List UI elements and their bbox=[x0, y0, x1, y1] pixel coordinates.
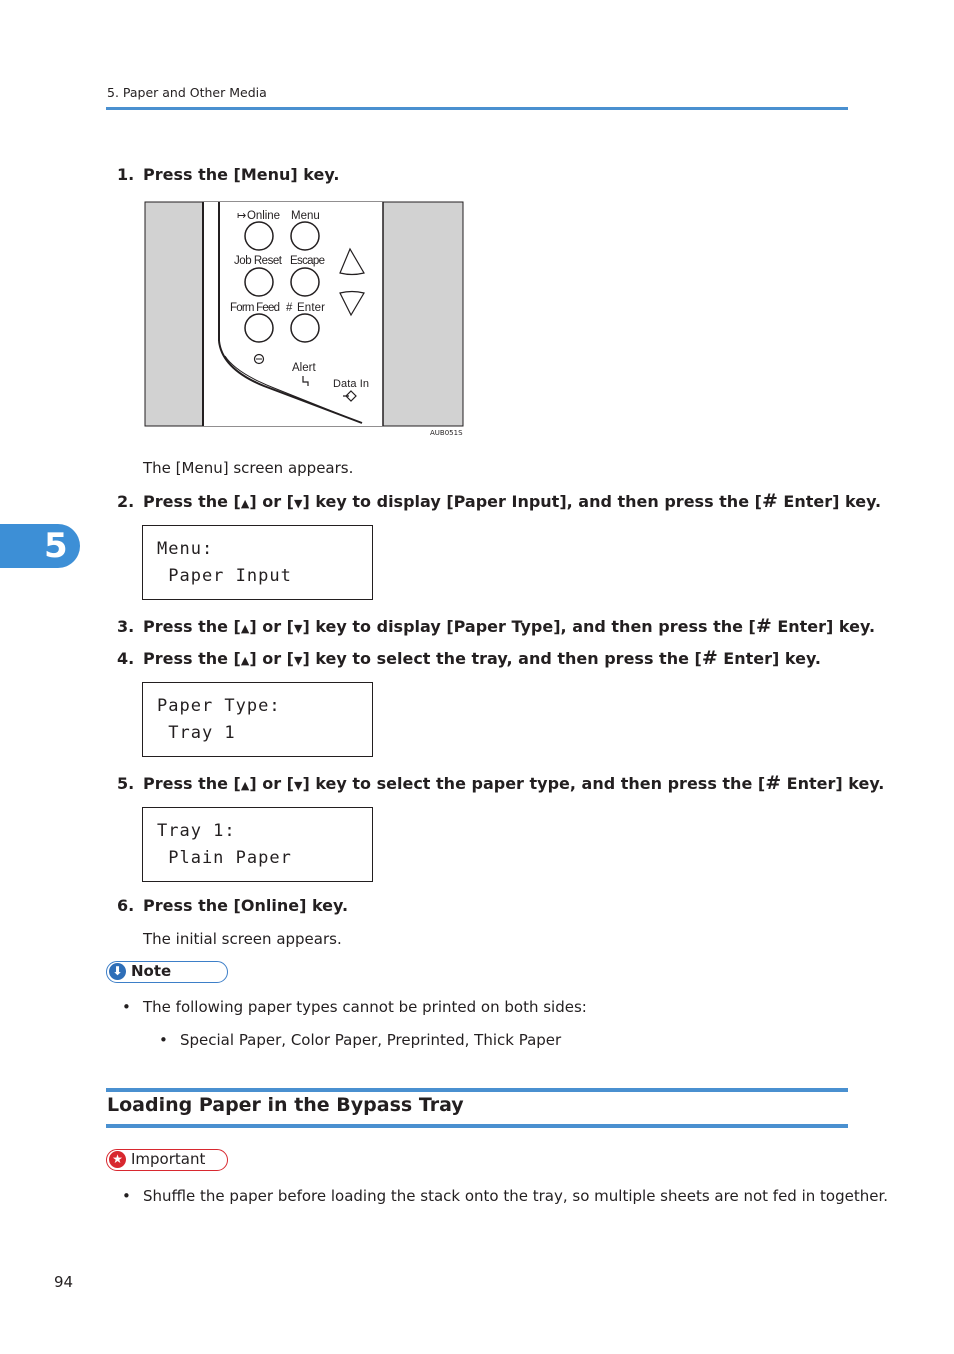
figure-code: AUB051S bbox=[430, 429, 463, 437]
hash-icon: # bbox=[755, 615, 772, 637]
step-text: Press the [Menu] key. bbox=[143, 165, 340, 184]
job-reset-button[interactable] bbox=[245, 268, 273, 296]
page-number: 94 bbox=[54, 1273, 74, 1291]
result-text-initial: The initial screen appears. bbox=[143, 930, 342, 948]
panel-label-job-reset: Job Reset bbox=[234, 255, 282, 267]
section-rule-top bbox=[106, 1088, 848, 1092]
panel-label-form-feed: Form Feed bbox=[230, 302, 280, 314]
note-label: Note bbox=[131, 962, 172, 980]
hash-icon: # bbox=[701, 647, 718, 669]
step-3: 3. Press the [▲] or [▼] key to display [Paper Type], and then press the [# Enter] key. bbox=[117, 615, 876, 637]
lcd-line-2: Plain Paper bbox=[157, 848, 292, 868]
panel-label-online: Online bbox=[247, 210, 280, 222]
step-4: 4. Press the [▲] or [▼] key to select the tray, and then press the [# Enter] key. bbox=[117, 647, 821, 669]
section-title: Loading Paper in the Bypass Tray bbox=[107, 1094, 464, 1116]
up-arrow-icon: ▲ bbox=[240, 654, 250, 667]
menu-button[interactable] bbox=[291, 222, 319, 250]
result-text-menu: The [Menu] screen appears. bbox=[143, 459, 354, 477]
section-rule-bottom bbox=[106, 1124, 848, 1128]
note-bullet: • The following paper types cannot be printed on both sides: bbox=[122, 998, 587, 1016]
lcd-display-tray-1 bbox=[142, 807, 373, 882]
hash-icon: # bbox=[761, 490, 778, 512]
control-panel-illustration bbox=[144, 201, 465, 428]
lcd-display-paper-type bbox=[142, 682, 373, 757]
lcd-line-1: Menu: bbox=[157, 539, 214, 559]
up-arrow-icon: ▲ bbox=[240, 497, 250, 510]
escape-button[interactable] bbox=[291, 268, 319, 296]
down-arrow-icon: ▼ bbox=[293, 654, 303, 667]
important-label: Important bbox=[131, 1150, 206, 1168]
lcd-line-2: Paper Input bbox=[157, 566, 292, 586]
note-sub-bullet: • Special Paper, Color Paper, Preprinted, Thick Paper bbox=[159, 1031, 562, 1049]
important-badge bbox=[106, 1149, 228, 1171]
important-bullet: • Shuffle the paper before loading the stack onto the tray, so multiple sheets are not fed in together. bbox=[122, 1187, 889, 1205]
step-6: 6. Press the [Online] key. bbox=[117, 896, 349, 915]
down-arrow-circle-icon: ⬇ bbox=[109, 963, 126, 980]
lcd-line-1: Tray 1: bbox=[157, 821, 236, 841]
online-button[interactable] bbox=[245, 222, 273, 250]
star-icon: ★ bbox=[109, 1151, 126, 1168]
form-feed-button[interactable] bbox=[245, 314, 273, 342]
step-2: 2. Press the [▲] or [▼] key to display [Paper Input], and then press the [# Enter] key. bbox=[117, 490, 882, 512]
up-arrow-icon: ▲ bbox=[240, 622, 250, 635]
lcd-line-2: Tray 1 bbox=[157, 723, 236, 743]
lcd-line-1: Paper Type: bbox=[157, 696, 281, 716]
running-head: 5. Paper and Other Media bbox=[107, 85, 267, 100]
note-badge bbox=[106, 961, 228, 983]
chapter-tab: 5 bbox=[0, 524, 80, 568]
panel-label-data-in: Data In bbox=[333, 378, 369, 390]
down-arrow-icon: ▼ bbox=[293, 497, 303, 510]
step-1 bbox=[117, 165, 339, 184]
down-arrow-icon: ▼ bbox=[293, 779, 303, 792]
step-5: 5. Press the [▲] or [▼] key to select the paper type, and then press the [# Enter] key. bbox=[117, 772, 885, 794]
header-rule bbox=[106, 107, 848, 110]
step-number: 1. bbox=[117, 165, 135, 184]
panel-label-menu: Menu bbox=[291, 210, 320, 222]
panel-label-alert: Alert bbox=[292, 362, 316, 374]
enter-button[interactable] bbox=[291, 314, 319, 342]
hash-icon: # bbox=[286, 302, 293, 314]
lcd-display-paper-input bbox=[142, 525, 373, 600]
online-icon: ↦ bbox=[237, 210, 247, 222]
hash-icon: # bbox=[765, 772, 782, 794]
up-arrow-icon: ▲ bbox=[240, 779, 250, 792]
down-arrow-icon: ▼ bbox=[293, 622, 303, 635]
panel-label-escape: Escape bbox=[290, 255, 325, 267]
panel-label-enter: Enter bbox=[297, 302, 325, 314]
